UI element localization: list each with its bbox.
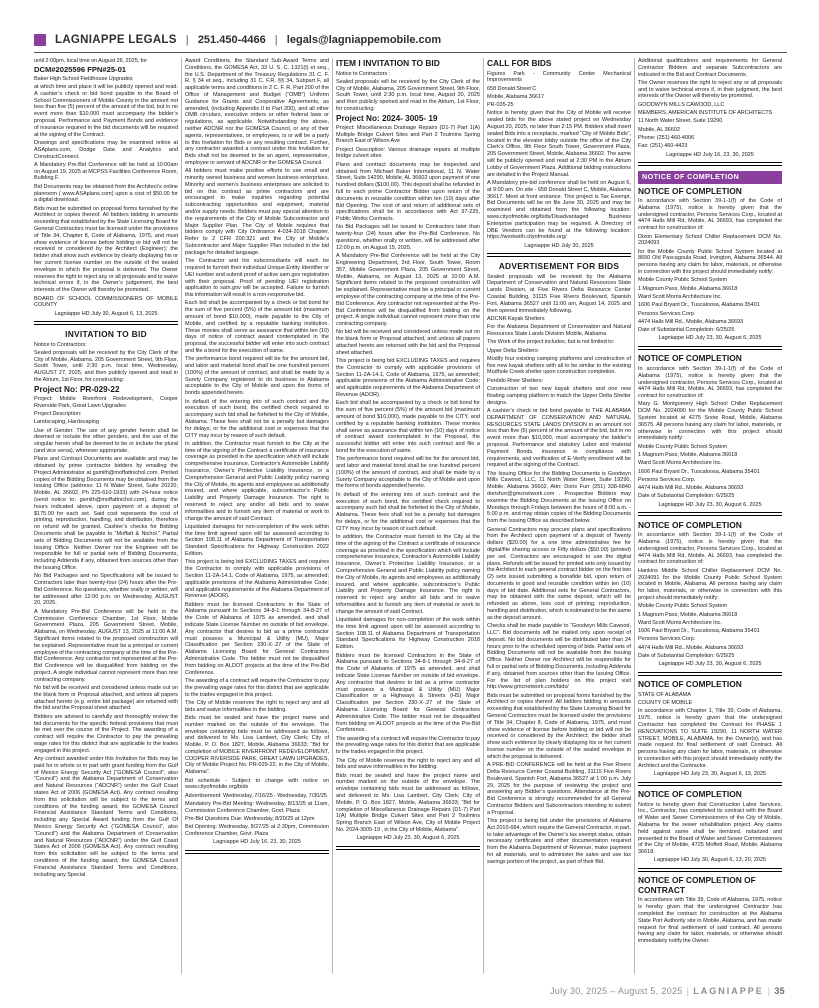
notice-text: 4474 Halls Mill Rd., Mobile, Alabama 36693 — [638, 644, 744, 651]
notice-text: A Mandatory pre-bid conference shall be held on August 6, at 9:00 am. On site - 658 Donald Street C, Mobile, Alabama 36617. Meet at front entrance. This project is Tax Exempt. Bid Documents will be on file June 30, 2025 and may be examined and obtained from the following location: www.cityofmobile.org/bids/Disadvantaged Business Enterprise participation may be required. A Directory of DBE Vendors can be found at the following location: https://workwith.cityofmobile.org/ — [487, 179, 631, 241]
publication-tag: Lagniappe HD July 30, August 6, 13, 20, 2025 — [653, 857, 767, 864]
page-footer — [550, 986, 785, 996]
column-rule — [483, 58, 484, 974]
notice-text: until 2:00pm, local time on August 26, 2025, for — [34, 58, 148, 64]
footer-separator: | — [767, 986, 771, 996]
notice-text: No Bid Packages will be issued to Contractors later than twenty-four (24) hours after the Pre-Bid Conference. No questions, whether orally or written, will be addressed after 12:00 p.m. on August 15, 2025. — [336, 224, 480, 251]
notice-text: In accordance with Section 39-1-1(f) of the Code of Alabama (1975), notice is hereby given that the undersigned contractor, Persons Services Corp., located at 4474 Halls Mill Rd, Mobile, AL 36693, has completed the contract for construction of: — [638, 198, 782, 232]
notice-text: Advertisement: Wednesday, 7/16/25 - Wednesday, 7/30/25 — [185, 792, 327, 799]
notice-text: Persons Services Corp. — [638, 310, 696, 317]
notice-text: Ward Scott Morris Architecture Inc. — [638, 619, 722, 626]
notice-text: In accordance with Section 39-1-1(f) of the Code of Alabama (1975), notice is hereby given that the undersigned contractor, Persons Services Corp., located at 4474 Halls Mill Rd, Mobile, AL 36693, has completed the contract for construction of: — [638, 532, 782, 566]
notice-text: Plans and contract documents may be inspected and obtained from Michael Baker International, 11 N. Water Street, Suite 14290, Mobile, AL 36602 upon payment of one hundred dollars ($100.00). This deposit shall be refunded in full to each prime Contractor Bidder upon return of the documents in reusable condition within ten (10) days after Bid Opening. The cost of and return of additional sets of specifications shall be in accordance with Act 97-225, Public Works Contracts. — [336, 161, 480, 223]
notice-text: 1 Magnum Pass, Mobile, Alabama 36618 — [638, 285, 738, 292]
footer-date-range: July 30, 2025 – August 5, 2025 — [549, 986, 683, 996]
notice-text: This project is being bid under the provisions of Alabama Act 2010-684, which require the General Contractor, in part, to take advantage of the Owner’s tax exempt status, obtain necessary certificates and other documentation required from the Alabama Department of Revenue, make payment for all materials, and to administer the sales and use tax savings portion of the project, as part of their Bid. — [487, 817, 631, 865]
notice-text: 4474 Halls Mill Rd., Mobile, Alabama 36693 — [638, 485, 744, 492]
notice-text: BOARD OF SCHOOL COMMISSIONERS OF MOBILE COUNTY — [34, 295, 178, 309]
notice-heading: INVITATION TO BID — [65, 328, 147, 339]
notice-text: Additional qualifications and requirements for General Contractor Bidders and separate Subcontractors are indicated in the Bid and Contract Documents. — [638, 58, 782, 78]
notice-text: 4474 Halls Mill Rd., Mobile, Alabama 36693 — [638, 318, 744, 325]
notice-heading: NOTICE OF COMPLETION — [638, 353, 742, 364]
section-divider — [638, 782, 782, 786]
notice-text: In accordance with Title 39, Code of Alabama, 1975, notice is hereby given that the undersigned Contractor has completed the contract for construction at the Alabama State Port Authority site in Mobile, Alabama, and has made request for final settlement of said contract. All persons having any claim for labor, materials, or otherwise should immediately notify the Owner. — [638, 897, 782, 945]
notice-text: Bid Documents may be obtained from the Architect’s online planroom ( www.ASAplans.com) upon a cost of $50.00 for a digital download. — [34, 183, 178, 204]
notice-text: A Mandatory Pre-Bid Conference will be held at the City Engineering Department, 3rd Floor, South Tower, Room 357, Mobile Government Plaza, 205 Government Street, Mobile, Alabama, on August 13, 2025 at 10:00 A.M. Significant items related to the proposed construction will be explained. Representative must be a principal or current employee of the contracting company at the time of the Pre-Bid Conference. Any contractor not represented at the Pre-Bid Conference will be disqualified from bidding on the project. A single individual cannot represent more than one contracting company. — [336, 253, 480, 328]
notice-text: Dixon Elementary School Chiller Replacement DCM No. 2024093 — [638, 233, 782, 247]
section-divider — [336, 846, 480, 850]
notice-text: Bidders are advised to carefully and thoroughly review the bid documents for the specific federal provisions that must be met over the course of the Project. The awarding of a contract will require the Contractor to pay the prevailing wage rates for this district that are applicable to the trades engaged in this project. — [34, 713, 178, 754]
notice-text: In addition, the Contractor must furnish to the City at the time of the signing of the Contract a certificate of insurance coverage as provided in the specification which will include comprehensive insurance, Contractor’s Automobile Liability Insurance, Owner’s Protective Liability Insurance, or a Comprehensive General and Public Liability policy naming the City of Mobile, its agents and employees as additionally insured, and where applicable, subcontractor’s Public Liability and Property Damage Insurance. The right is reserved to reject any and/or all bids and to waive informalities and to furnish any item of material or work to change the amount of said Contract. — [336, 534, 480, 615]
notice-heading: NOTICE OF COMPLETION OF CONTRACT — [638, 875, 756, 895]
notice-text: Any contract awarded under this Invitation for Bids may be paid for in whole or in part with grant funding from the Gulf of Mexico Energy Security Act (“GOMESA Council”, also “Council”) and the Alabama Department of Conservation and Natural Resources (“ADCNR”) under the Gulf Coast states Act of 2006 (GOMESA Act). Any contract resulting from this solicitation will be subject to the terms and conditions of the funding award, the GOMESA Council Financial Assistance Standard Terms and Conditions, including any Special Award funding from the Gulf Of Mexico Energy Security Act (“GOMESA Council”, also “Council”) and the Alabama Department of Conservation and Natural Resources (“ADCNR”) under the Gulf Coast States Act of 2006 (GOMESA Act). Any contract resulting from this solicitation will be subject to the terms and conditions of the funding award, the GOMESA Council Financial Assistance Standard Terms and Conditions, including any Special — [34, 756, 178, 878]
project-number: Project No: 2024- 3005- 19 — [336, 114, 438, 124]
footer-separator: | — [686, 986, 690, 996]
notice-text: Project: Mobile Riverfront Redevelopment, Cooper Riverside Park, Great Lawn Upgrades — [34, 395, 178, 409]
publication-tag: Lagniappe HD July 16, 23, 30, 2025 — [213, 839, 301, 846]
notice-heading: CALL FOR BIDS — [487, 58, 552, 68]
publication-tag: Lagniappe HD July 23, 30, August 6, 2025 — [356, 835, 460, 842]
page-title: LAGNIAPPE LEGALS — [55, 34, 177, 46]
notice-banner: NOTICE OF COMPLETION — [638, 171, 782, 184]
legal-columns — [34, 58, 787, 974]
notice-text: STATE OF ALABAMA — [638, 691, 691, 698]
notice-text: Date of Substantial Completion: 6/25/25 — [638, 327, 735, 334]
notice-text: 1 Magnum Pass, Mobile, Alabama 36618 — [638, 451, 738, 458]
page-header — [34, 34, 787, 53]
header-separator: | — [274, 34, 278, 46]
notice-text: The awarding of a contract will require the Contractor to pay the prevailing wage rates for this district that are applicable to the trades engaged in this project. — [185, 677, 329, 698]
notice-heading: NOTICE OF COMPLETION — [638, 679, 742, 690]
notice-text: 1606 Paul Bryant Dr., Tuscaloosa, Alabama 35401 — [638, 468, 760, 475]
notice-subheading: DCM#2025596 FPN#25-01 — [34, 65, 127, 75]
notice-text: In accordance with Section 39-1-1(f) of the Code of Alabama (1975), notice is hereby given that the undersigned contractor, Persons Services Corp., located at 4474 Halls Mill Rd, Mobile, AL 36693, has completed the contract for construction of: — [638, 365, 782, 400]
notice-text: Project Description: — [34, 410, 82, 417]
notice-text: 1 Magnum Pass, Mobile, Alabama 36618 — [638, 611, 738, 618]
notice-text: Mobile, AL 36602 — [638, 126, 680, 133]
notice-text: 11 North Water Street, Suite 19290 — [638, 118, 723, 125]
notice-text: Ward Scott Morris Architecture Inc. — [638, 293, 722, 300]
notice-text: The City of Mobile reserves the right to reject any and all bids and waive informalities in the bidding. — [185, 699, 329, 713]
notice-text: COUNTY OF MOBILE — [638, 700, 693, 707]
notice-text: A Mandatory Pre-Bid Conference will be held at 10:00am on August 19, 2025 at MCPSS Facilities Conference Room, Building F. — [34, 161, 178, 182]
notice-text: Hankins Middle School Chiller Replacement DCM No. 2024091 for the Mobile County Public School System located in Mobile, Alabama. All persons having any claim for labor, materials, or otherwise in connection with this project should immediately notify: — [638, 567, 782, 601]
notice-text: This project is being bid EXCLUDING TAXES and requires the Contractor to comply with applicable provisions of Section 11-2A-14.1, Code of Alabama, 1975, as amended; applicable provisions of the Alabama Administrative Code; and applicable requirements of the Alabama Department of Revenue (ADOR). — [185, 559, 329, 600]
notice-text: Notice is hereby given that Construction Labor Services, Inc., Contractor, has completed its contract with the Board of Water and Sewer Commissioners of the City of Mobile, Alabama for the sewer rehabilitation project. Any claims held against same shall be itemized, notarized and presented to the Board of Water and Sewer Commissioners of the City of Mobile, 4725 Moffett Road, Mobile, Alabama 36618. — [638, 801, 782, 856]
section-divider — [638, 162, 782, 166]
notice-text: A cashier’s check or bid bond payable to THE ALABAMA DEPARTMENT OF CONSERVATION AND NATURAL RESOURCES STATE LANDS DIVISION in an amount not less than five (5) percent of the amount of the bid, but in no event more than $10,000, must accompany the bidder’s proposal. Performance and statutory Labor and material Payment Bonds, insurance in compliance with requirements, and verification of E-Verify enrollment will be required at the signing of the Contract. — [487, 407, 631, 469]
column-rule — [181, 58, 182, 974]
section-divider — [185, 850, 329, 854]
notice-text: Modify four existing camping platforms and construction of five new kayak shelters with all to be similar to the existing Mudhole Creek shelter upon construction completion. — [487, 355, 631, 376]
notice-text: Mobile County Public School System — [638, 603, 728, 610]
notice-text: Mobile, Alabama 36617 — [487, 93, 545, 100]
notice-text: Bid schedule - Subject to change with notice on www.cityofmobile.org/bids — [185, 777, 329, 791]
notice-text: Bids must be sealed and have the project name and number marked on the outside of the envelope. The envelope containing bids must be addressed as follows, and delivered to Ms. Lisa Lambert, City Clerk; City of Mobile, P. O. Box 1827, Mobile, Alabama 36633; “Bid for completion of Miscellaneous Drainage Repairs (D1-7) Part 1(A) Multiple Bridge Culvert Sites and Part 2 Toulmins Spring Branch East of Wilson Ave, City of Mobile Project No. 2024-3005-19 , in the City of Mobile, Alabama”. — [336, 772, 480, 833]
notice-text: No bid will be received and considered unless made out on the blank form or Proposal attached, and unless all papers attached hereto are returned with the bid and the Proposal sheet attached. — [336, 329, 480, 356]
legal-column-5 — [638, 58, 782, 974]
notice-text: For the Alabama Department of Conservation and Natural Resources State Lands Division Mobile, Alabama — [487, 324, 631, 337]
notice-heading: NOTICE OF COMPLETION — [638, 185, 742, 196]
notice-text: Persons Services Corp. — [638, 636, 696, 643]
notice-text: 1606 Paul Bryant Dr., Tuscaloosa, Alabama 35401 — [638, 628, 760, 635]
notice-text: General Contractors may procure plans and specifications from the Architect upon payment of a deposit of Twenty dollars ($20.00) for a one time administrative fee for digital/file sharing access or Fifty dollars ($50.00) (printed) per set. Contractors are encouraged to use the digital plans. Refunds will be issued for printed sets only issued by the Architect to each general contract bidder on the first two (2) sets issued submitting a bonafide bid, upon return of documents in good and reusable condition within ten (10) days of bid date. Additional sets for General Contractors, may be obtained with the same deposit, which will be refunded as above, less cost of printing, reproduction, handling and distribution, which is estimated to be the same as the deposit amount. — [487, 526, 631, 621]
section-divider — [638, 672, 782, 676]
notice-text: Perdido River Shelters: — [487, 377, 544, 384]
project-number: Project No: PR-029-22 — [34, 385, 120, 395]
notice-text: Project: Miscellaneous Drainage Repairs (D1-7) Part 1(A) Multiple Bridge Culvert Sites and Part 2 Toulmins Spring Branch East of Wilson Ave — [336, 124, 480, 145]
legal-column-3 — [336, 58, 480, 974]
legal-column-2 — [185, 58, 329, 974]
notice-heading: ITEM I INVITATION TO BID — [336, 58, 440, 68]
notice-text: Upper Delta Shelters: — [487, 347, 540, 354]
notice-text: Award Conditions, the Standard Sub-Award Terms and Conditions, the GOMESA Act, 33 U. S. C. 1321(t) et seq., the U.S. Department of the Treasury Regulations 31 C. F. R. § 34 et seq., including 31 C. F.R. §§ 34, Subpart F, all applicable terms and conditions in 2 C. F. R. Part 200 of the Office of Management and Budget (“OMB”) Uniform Guidance for Grants and Cooperative Agreements, as amended, (including Appendix II to Part 200), and all other OMB circulars, executive orders or other federal laws or regulations, as applicable. Notwithstanding the above, neither ADCNR nor the GOMESA Council, or any of their agents, representatives, or employees, is or will be a party to this Invitation for Bids or any resulting contract. Further, any contractor awarded a contract under this Invitation for Bids shall not be deemed to be an agent, representative, employee or servant of ADCNR or the GOMESA Council. — [185, 58, 329, 166]
notice-text: Project Description: Various drainage repairs at multiple bridge culvert sites — [336, 146, 480, 160]
notice-text: GOODWYN MILLS CAWOOD, LLC — [638, 101, 725, 108]
notice-text: Plans and Contract Documents are available and may be obtained by prime contractor bidders by emailing the Project Administrator at gsmith@moffattnichol.com. Printed copies of the Bidding Documents may be obtained from the Issuing Office (address: 11 N Water Street, Suite 20220, Mobile, AL 36602, Ph 225-610-1933) with 24-hour notice (send notice to: gsmith@moffattnichol.com), during the hours indicated above, upon payment of a deposit of $175.00 for each set. Said cost represents the cost of printing, reproduction, handling, and distribution, therefore no refund will be granted. Cashier’s checks for Bidding Documents shall be payable to “Moffatt & Nichol.” Partial sets of Bidding Documents will not be available from the Issuing Office. Neither Owner nor the Engineer will be responsible for full or partial sets of Bidding Documents, including Addenda if any, obtained from sources other than the Issuing Office. — [34, 456, 178, 571]
notice-text: Each bid shall be accompanied by a check or bid bond for the sum of five percent (5%) of the amount bid (maximum amount of bond $10,000), made payable to the CITY, and certified by a reputable banking institution. These monies shall serve as assurance that within ten (10) days of notice of contract award contemplated in the Proposal, the successful bidder will enter into such contract and file a bond for the execution of same. — [336, 400, 480, 454]
notice-text: Bidders must be licensed Contractors in the State of Alabama pursuant to Sections 34-8-1 through 34-8-27 of the Code of Alabama of 1975 as amended, and shall indicate State License Number on outside of bid envelope. Any contractor that desires to bid as a prime contractor must possess a Municipal & Utility (MU) Major Classification or a Highways & Streets (HS) Major Classification per Section 230-X-.27 of the State of Alabama Licensing Board for General Contractors Administrative Code. The bidder must not be disqualified from bidding on ALDOT projects at the time of the Pre-Bid Conference. — [336, 652, 480, 734]
notice-text: Liquidated damages for non-completion of the work within the time limit agreed upon will be assessed according to Section 108.11 of Alabama Department of Transportation Standard Specifications for Highway Construction 2018 Edition. — [336, 617, 480, 651]
notice-text: Mobile County Public School System — [638, 277, 728, 284]
notice-text: Date of Substantial Completion: 6/25/25 — [638, 653, 735, 659]
publication-tag: Lagniappe HD July 23, 30, August 6, 13, 2025 — [653, 771, 767, 778]
column-rule — [634, 58, 635, 974]
notice-text: Date of Substantial Completion: 6/25/25 — [638, 493, 735, 500]
notice-text: Liquidated damages for non-completion of the work within the time limit agreed upon will be assessed according to Section 108.11 of Alabama Department of Transportation Standard Specifications for Highway Construction 2022 Edition. — [185, 523, 329, 558]
footer-page-number: 35 — [774, 986, 785, 996]
notice-text: This project is being bid EXCLUDING TAXES and requires the Contractor to comply with applicable provisions of Section 11-2A-14.1, Code of Alabama, 1975, as amended; applicable provisions of the Alabama Administrative Code; and applicable requirements of the Alabama Department of Revenue (ADOR). — [336, 358, 480, 399]
notice-text: Sealed proposals will be received by the City Clerk of the City of Mobile, Alabama, 205 Government Street, 9th Floor, South Tower, until 2:30 p.m. local time, August 20, 2025 and then publicly opened and read in the Atrium, 1st Floor, for constructing: — [336, 78, 480, 112]
notice-text: Bid Opening: Wednesday, 8/27/25 at 2:30pm, Commission Conference Chamber, Govt. Plaza — [185, 824, 329, 838]
notice-text: The Issuing Office for the Bidding Documents is Goodwyn Mills Cawood, LLC, 11 North Water Street, Suite 19290, Mobile, Alabama 36602, Attn: Doris Furr (251) 338-6840 dorisfurr@gmcnetwork.com . Prospective Bidders may examine the Bidding Documents at the Issuing Office on Mondays through Fridays between the hours of 8:00 a.m. - 5:00 p.m. and may obtain copies of the Bidding Documents from the Issuing Office as described below. — [487, 470, 631, 525]
notice-text: Checks shall be made payable to “Goodwyn Mills Cawood, LLC”. Bid documents will be mailed only upon receipt of deposit. No bid documents will be distributed later than 24 hours prior to the scheduled opening of bids. Partial sets of Bidding Documents will not be available from the Issuing Office. Neither Owner nor Architect will be responsible for full or partial sets of Bidding Documents, including Addenda if any, obtained from sources other than the Issuing Office. For the list of plan holders on this project visit http://www.gmcnetwork.com/bids/ — [487, 623, 631, 691]
notice-text: Sealed proposals will be received by the City Clerk of the City of Mobile, Alabama, 205 Government Street, 9th Floor, South Tower, until 2:30 p.m. local time, Wednesday, AUGUST 27, 2025, and then publicly opened and read in the Atrium, 1st Floor, for constructing: — [34, 349, 178, 384]
notice-text: In default of the entering into of such contract and the execution of such bond, the certified check required to accompany such bid shall be forfeited to the City of Mobile, Alabama. These fees shall not be a penalty but damages for delays, or for the additional cost or expenses that the CITY may incur by reason of such default. — [185, 398, 329, 439]
notice-text: at which time and place it will be publicly opened and read. A cashier’s check or bid bond payable to the Board of School Commissioners of Mobile County in the amount not less than five (5) percent of the amount of the bid, but in no event more than $10,000 must accompany the bidder’s proposal. Performance and Payment Bonds and evidence of insurance required in the bid documents will be required at the signing of the Contract. — [34, 84, 178, 138]
notice-text: A Mandatory Pre-Bid Conference will be held in the Commission Conference Chamber, 1st Floor, Mobile Government Plaza, 205 Government Street, Mobile, Alabama, on Wednesday, AUGUST 13, 2025 at 11:00 A.M. Significant items related to the proposed construction will be explained. Representative must be a principal or current employee of the contracting company at the time of the Pre-Bid Conference. Any contractor not represented at the Pre-Bid Conference will be disqualified from bidding on the project. A single individual cannot represent more than one contracting company. — [34, 608, 178, 683]
notice-text: The performance bond required will be for the amount bid, and labor and material bond shall be one hundred percent (100%) of the amount of contract, and shall be made by a Surety Company acceptable to the City of Mobile and upon the forms of bonds appended hereto. — [336, 456, 480, 490]
notice-text: Pre-Bid Questions Due: Wednesday, 8/20/25 at 12pm — [185, 816, 315, 823]
notice-text: Drawings and specifications may be examined online at ASAplans.com, Dodge Data and Analytics and ConstructConnect. — [34, 139, 178, 160]
notice-text: In addition, the Contractor must furnish to the City at the time of the signing of the Contract a certificate of insurance coverage as provided in the specification which will include comprehensive insurance, Contractor’s Automobile Liability Insurance, Owner’s Protective Liability Insurance, or a Comprehensive General and Public Liability policy naming the City of Mobile, its agents and employees as additionally insured, and where applicable, subcontractor’s Public Liability and Property Damage Insurance. The right is reserved to reject any and/or all bids and to waive informalities and to furnish any item of material or work to change the amount of said Contract. — [185, 440, 329, 522]
notice-text: In default of the entering into of such contract and the execution of such bond, the certified check required to accompany such bid shall be forfeited to the City of Mobile, Alabama. These fees shall not be a penalty but damages for delays, or for the additional cost or expenses that the CITY may incur by reason of such default. — [336, 491, 480, 532]
notice-text: Landscaping, Hardscaping — [34, 419, 99, 426]
notice-text: No Bid Packages and no Specifications will be issued to Contractors later than twenty-four (24) hours after the Pre-Bid Conference. No questions, whether orally or written, will be addressed after 12:00 p.m. on Wednesday, AUGUST 20, 2025. — [34, 573, 178, 607]
notice-heading: NOTICE OF COMPLETION — [638, 519, 742, 530]
section-divider — [487, 253, 631, 257]
notice-text: Use of Gender. The use of any gender herein shall be deemed or include the other genders, and the use of the singular herein shall be deemed to be or include the plural (and vice versa), wherever appropriate. — [34, 427, 178, 454]
notice-text: The performance bond required will be for the amount bid, and labor and material bond shall be one hundred percent (100%) of the amount of contract, and shall be made by a Surety Company registered to do business in Alabama acceptable to the City of Mobile and upon the forms of bonds appended hereto. — [185, 356, 329, 397]
section-divider — [638, 346, 782, 350]
notice-text: for the Mobile County Public School System located at 8650 Old Pascagoula Road, Irvington, Alabama 36544. All persons having any claim for labor, materials, or otherwise in connection with this project should immediately notify: — [638, 248, 782, 276]
legal-column-1 — [34, 58, 178, 974]
notice-text: Figures Park - Community Center Mechanical Improvements — [487, 70, 631, 84]
notice-text: Phone: (251) 460-4006 — [638, 134, 695, 141]
publication-tag: Lagniappe HD July 23, 30, August 6, 2025 — [658, 661, 762, 668]
header-separator: | — [185, 34, 189, 46]
notice-text: In accordance with Chapter 1, Title 39, Code of Alabama, 1975, notice is hereby given that the undersigned Contractor has completed the Contract for PHASE 1 RENOVATIONS TO SUITE 19290, 11 NORTH WATER STREET, MOBILE, ALABAMA, for the Owner(s), and has made request for final settlement of said Contract. All persons having any claim for labor, materials, or otherwise in connection with this project should immediately notify the Architect and the Contractor. — [638, 708, 782, 769]
lagniappe-logo-icon — [34, 34, 46, 46]
notice-text: Construction of two new kayak shelters and one new floating camping platform to match the Upper Delta Shelter designs. — [487, 386, 631, 406]
notice-text: No bid will be received and considered unless made out on the blank form or Proposal attached, and unless all papers attached hereto (e.g. entire bid package) are returned with the bid and the Proposal sheet attached. — [34, 685, 178, 712]
notice-text: Bids must be submitted on proposal forms furnished by the Architect or copies thereof. All bidders bidding in amounts exceeding that established by the State Licensing Board for General Contractors must be licensed under the provisions of Title 34, Chapter 8, Code of Alabama, 1975, and must show evidence of license before bidding or bid will not be received or considered by the Architect; the bidder shall show such evidence by clearly displaying his or her current license number on the outside of the sealed envelope in which the proposal is delivered. — [487, 692, 631, 760]
notice-text: A PRE-BID CONFERENCE will be held at the Five Rivers Delta Resource Center Coastal Building, 31115 Five Rivers Boulevard, Spanish Fort, Alabama 36527 at 1:00 p.m. July 29, 2025 for the purpose of reviewing the project and answering any Bidder’s questions. Attendance at the Pre-Bid Conference is strongly recommended for all General Contractor Bidders and Subcontractors intending to submit a Proposal. — [487, 762, 631, 816]
notice-text: PR-035-25 — [487, 102, 514, 109]
notice-heading: ADVERTISEMENT FOR BIDS — [498, 260, 620, 271]
publication-tag: Lagniappe HD July 16, 23, 30, 2025 — [666, 151, 754, 158]
notice-text: The Contractor and his subconsultants will each be required to furnish their individual Unique Entity Identifier or UEI number and submit proof of active sam.gov registration with their proposal. Proof of pending UEI registration application to sam.gov will be accepted. Failure to furnish this information will result in a non-responsive bid. — [185, 258, 329, 299]
section-divider — [34, 321, 178, 325]
notice-text: Baker High School Fieldhouse Upgrades — [34, 75, 133, 82]
notice-text: All bidders must make positive efforts to use small and minority owned business and women business enterprises. Minority and women’s business enterprises are solicited to bid on this contract as prime contractors and are encouraged to make inquiries regarding potential subcontracting opportunities and equipment, material and/or supply needs. Bidders must pay special attention to the requirements of the City of Mobile Subcontractor and Major Supplier Plan. The City of Mobile requires that bidders comply with City Ordinance 4-034-2018 Chapter. Refer to 2 CFR 200.321 and the City of Mobile’s Subcontractor and Major Supplier Plan included in the bid package for detailed language. — [185, 168, 329, 256]
notice-text: The City of Mobile reserves the right to reject any and all bids and waive informalities in the bidding. — [336, 757, 480, 771]
notice-text: Notice to Contractors : — [336, 70, 391, 77]
header-email: legals@lagniappemobile.com — [286, 34, 442, 46]
notice-text: Notice to Contractors: — [34, 341, 87, 348]
notice-text: Persons Services Corp. — [638, 476, 696, 483]
notice-text: Notice is hereby given that the City of Mobile will receive sealed bids for the above stated project on Wednesday August 20, 2025, no later than 2:15 PM. Bidders shall insert sealed Bids into a receptacle, marked “City of Mobile Bids”, located in the elevator lobby outside the office of the City Clerk’s Office, 9th Floor South Tower, Government Plaza, 205 Government Street, Mobile, Alabama 36602. The same will be publicly opened and read at 2:30 PM in the Atrium Lobby of Government Plaza. Additional bidding instructions are detailed in the Project Manual. — [487, 110, 631, 178]
publication-tag: Lagniappe HD July 23, 30, August 6, 2025 — [658, 335, 762, 342]
column-rule — [332, 58, 333, 974]
notice-text: The Owner reserves the right to reject any or all proposals and to waive technical errors if, in their judgment, the best interests of the Owner will thereby be promoted. — [638, 79, 782, 100]
notice-text: The awarding of a contract will require the Contractor to pay the prevailing wage rates for this district that are applicable to the trades engaged in this project. — [336, 735, 480, 756]
section-divider — [638, 868, 782, 872]
notice-text: Bids must be sealed and have the project name and number marked on the outside of the envelope. The envelope containing bids must be addressed as follows, and delivered to Ms. Lisa Lambert, City Clerk; City of Mobile, P. O. Box 1827, Mobile, Alabama 36633; “Bid for completion of MOBILE RIVERFRONT REDEVELOPMENT, COOPER RIVERSIDE PARK, GREAT LAWN UPGRADES, City of Mobile Project No. PR-029-22, in the City of Mobile, Alabama”. — [185, 714, 329, 776]
notice-text: Ward Scott Morris Architecture Inc. — [638, 460, 722, 467]
notice-heading: NOTICE OF COMPLETION — [638, 789, 742, 800]
notice-text: Bids must be submitted on proposal forms furnished by the Architect or copies thereof. All bidders bidding in amounts exceeding that established by the State Licensing Board for General Contractors must be licensed under the provisions of Title 34, Chapter 8, Code of Alabama, 1975, and must show evidence of license before bidding or bid will not be received or considered by the Architect (Engineer); the bidder shall show such evidence by clearly displaying his or her current license number on the outside of the sealed envelope in which the proposal is delivered. The Owner reserves the right to reject any or all proposals and to waive technical errors if, in the Owner’s judgement, the best interests of the Owner will thereby be promoted. — [34, 205, 178, 294]
publication-tag: Lagniappe HD July 30, 2025 — [524, 242, 594, 249]
publication-tag: Lagniappe HD July 23, 30, August 6, 2025 — [658, 501, 762, 508]
legal-column-4 — [487, 58, 631, 974]
notice-text: Bidders must be licensed Contractors in the State of Alabama pursuant to Sections 34-8-1 through 34-8-27 of the Code of Alabama of 1975 as amended, and shall indicate State License Number on outside of bid envelope. Any contractor that desires to bid as a prime contractor must possess a Municipal & Utility (MU), Major Classification per Section 230-X-.27 of the State of Alabama Licensing Board for General Contractors Administrative Code. The bidder must not be disqualified from bidding on ALDOT projects at the time of the Pre-Bid Conference. — [185, 601, 329, 676]
notice-text: Mary G. Montgomery High School Chiller Replacement DCM No. 2024090 for the Mobile County Public School System located at 4275 Snow Road, Mobile, Alabama 36575. All persons having any claim for labor, materials, or otherwise in connection with this project should immediately notify: — [638, 401, 782, 442]
notice-text: 658 Donald Street C — [487, 85, 537, 92]
publication-tag: Lagniappe HD July 30, August 6, 13, 2025 — [54, 310, 158, 317]
notice-text: ADCNR Kayak Shelters — [487, 315, 545, 322]
notice-text: Each bid shall be accompanied by a check or bid bond for the sum of five percent (5%) of the amount bid (maximum amount of bond $10,000), made payable to the City of Mobile, and certified by a reputable banking institution. These monies shall serve as assurance that within ten (10) days of notice of contract award contemplated in the proposal, the successful bidder will enter into such contract and file a bond for the execution of same. — [185, 300, 329, 354]
section-divider — [638, 512, 782, 516]
notice-text: Mandatory Pre-Bid Meeting: Wednesday, 8/13/25 at 11am, Commission Conference Chamber, Govt. Plaza — [185, 800, 329, 814]
footer-brand: LAGNIAPPE — [693, 986, 764, 996]
notice-text: 1606 Paul Bryant Dr., Tuscaloosa, Alabama 35401 — [638, 302, 760, 309]
notice-text: The Work of the project includes, but is not limited to: — [487, 339, 615, 346]
notice-text: MEMBERS, AMERICAN INSTITUTE OF ARCHITECTS — [638, 110, 773, 117]
notice-text: Sealed proposals will be received by the Alabama Department of Conservation and Natural Resources State Lands Division, at Five Rivers Delta Resource Center Coastal Building, 31115 Five Rivers Boulevard, Spanish Fort, Alabama 36527 until 11:00 am, August 14, 2025 and then opened immediately following. — [487, 273, 631, 314]
header-phone: 251.450-4466 — [197, 34, 266, 46]
notice-text: Mobile County Public School System — [638, 443, 728, 450]
notice-text: Fax: (251) 460-4423 — [638, 143, 688, 150]
